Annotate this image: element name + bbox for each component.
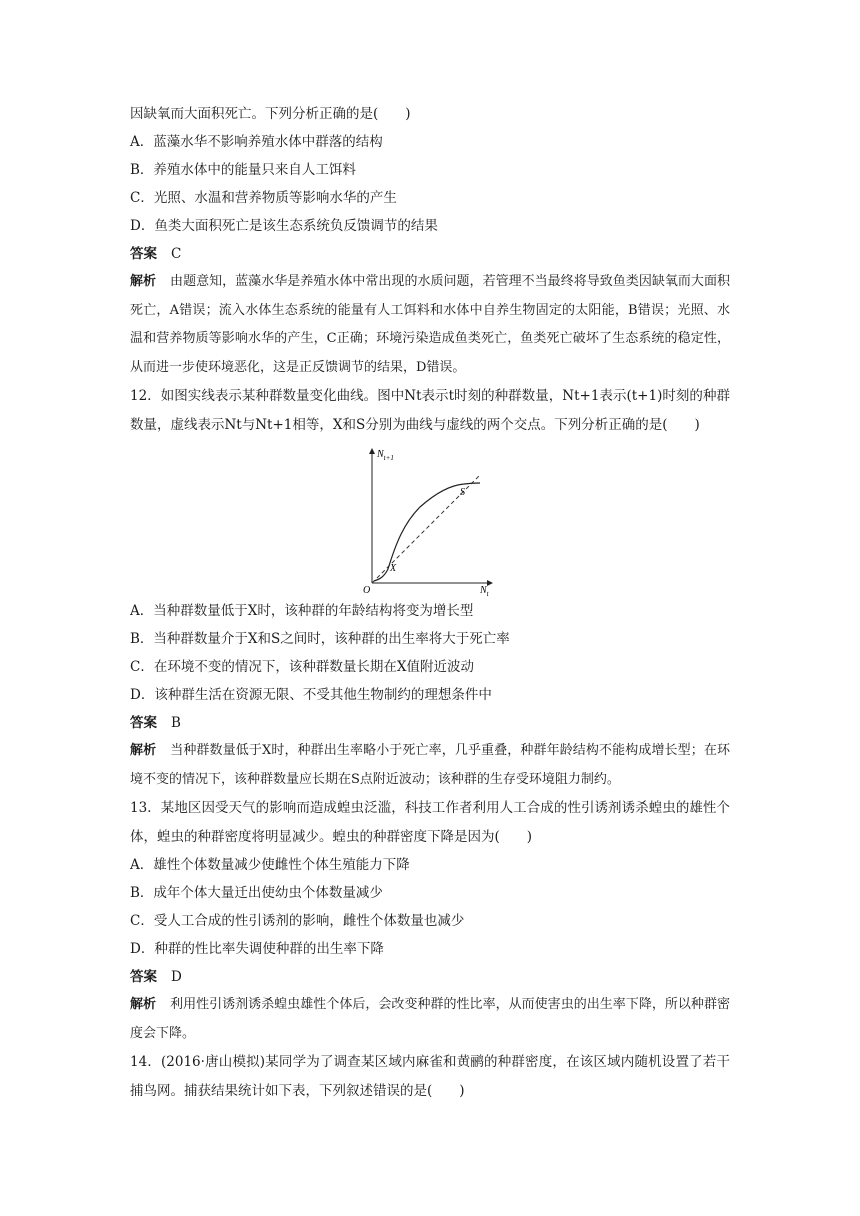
q13-option-b: B．成年个体大量迁出使幼虫个体数量减少 [130, 885, 383, 901]
q13-answer [130, 963, 730, 991]
q13-option-a: A．雄性个体数量减少使雌性个体生殖能力下降 [130, 857, 410, 873]
point-s-label: S [460, 487, 465, 498]
q11-option-a: A．蓝藻水华不影响养殖水体中群落的结构 [130, 134, 383, 150]
q11-option-d: D．鱼类大面积死亡是该生态系统负反馈调节的结果 [130, 218, 438, 234]
q12-answer [130, 709, 730, 737]
answer-label: 答案 [130, 246, 157, 262]
q12-explanation [130, 737, 730, 794]
population-curve-graph [360, 443, 500, 598]
origin-label: O [363, 585, 371, 596]
x-axis-label: $N_t$ [480, 585, 489, 598]
q12-figure [130, 443, 730, 598]
q11-answer [130, 240, 730, 268]
explain-label: 解析 [130, 743, 157, 758]
q13-stem: 13．某地区因受天气的影响而造成蝗虫泛滥，科技工作者利用人工合成的性引诱剂诱杀蝗虫的雄性个体，蝗虫的种群密度将明显减少。蝗虫的种群密度下降是因为( ) [130, 800, 730, 845]
q11-option-c: C．光照、水温和营养物质等影响水华的产生 [130, 190, 397, 206]
q12-option-d: D．该种群生活在资源无限、不受其他生物制约的理想条件中 [130, 687, 492, 703]
q13-explanation [130, 991, 730, 1048]
q11-stem-tail: 因缺氧而大面积死亡。下列分析正确的是( ) [130, 106, 411, 122]
q13-option-c: C．受人工合成的性引诱剂的影响，雌性个体数量也减少 [130, 913, 465, 929]
q12-stem: 12．如图实线表示某种群数量变化曲线。图中Nt表示t时刻的种群数量，Nt+1表示(t+1)时刻的种群数量，虚线表示Nt与Nt+1相等，X和S分别为曲线与虚线的两个交点。下列分析正确的是( ) [130, 388, 730, 433]
y-axis-label: $N_{t+1}$ [377, 449, 394, 462]
explain-text: 由题意知，蓝藻水华是养殖水体中常出现的水质问题，若管理不当最终将导致鱼类因缺氧而大面积死亡，A错误；流入水体生态系统的能量有人工饵料和水体中自养生物固定的太阳能，B错误；光照、水温和营养物质等影响水华的产生，C正确；环境污染造成鱼类死亡，鱼类死亡破坏了生态系统的稳定性，从而进一步使环境恶化，这是正反馈调节的结果，D错误。 [130, 274, 730, 375]
q12-option-c: C．在环境不变的情况下，该种群数量长期在X值附近波动 [130, 659, 474, 675]
explain-text: 利用性引诱剂诱杀蝗虫雄性个体后，会改变种群的性比率，从而使害虫的出生率下降，所以种群密度会下降。 [130, 997, 730, 1041]
point-x-label: X [390, 563, 397, 574]
q14-stem: 14．(2016·唐山模拟)某同学为了调查某区域内麻雀和黄鹂的种群密度，在该区域内随机设置了若干捕鸟网。捕获结果统计如下表，下列叙述错误的是( ) [130, 1054, 730, 1099]
answer-label: 答案 [130, 715, 157, 731]
answer-value: D [171, 969, 182, 985]
document-page [130, 100, 730, 1105]
q11-explanation [130, 268, 730, 382]
q11-option-b: B．养殖水体中的能量只来自人工饵料 [130, 162, 356, 178]
explain-label: 解析 [130, 997, 157, 1012]
explain-text: 当种群数量低于X时，种群出生率略小于死亡率，几乎重叠，种群年龄结构不能构成增长型；在环境不变的情况下，该种群数量应长期在S点附近波动；该种群的生存受环境阻力制约。 [130, 743, 730, 787]
answer-value: B [171, 715, 181, 731]
answer-label: 答案 [130, 969, 157, 985]
answer-value: C [171, 246, 182, 262]
q12-option-a: A．当种群数量低于X时，该种群的年龄结构将变为增长型 [130, 603, 474, 619]
q12-option-b: B．当种群数量介于X和S之间时，该种群的出生率将大于死亡率 [130, 631, 510, 647]
explain-label: 解析 [130, 274, 157, 289]
q13-option-d: D．种群的性比率失调使种群的出生率下降 [130, 941, 384, 957]
